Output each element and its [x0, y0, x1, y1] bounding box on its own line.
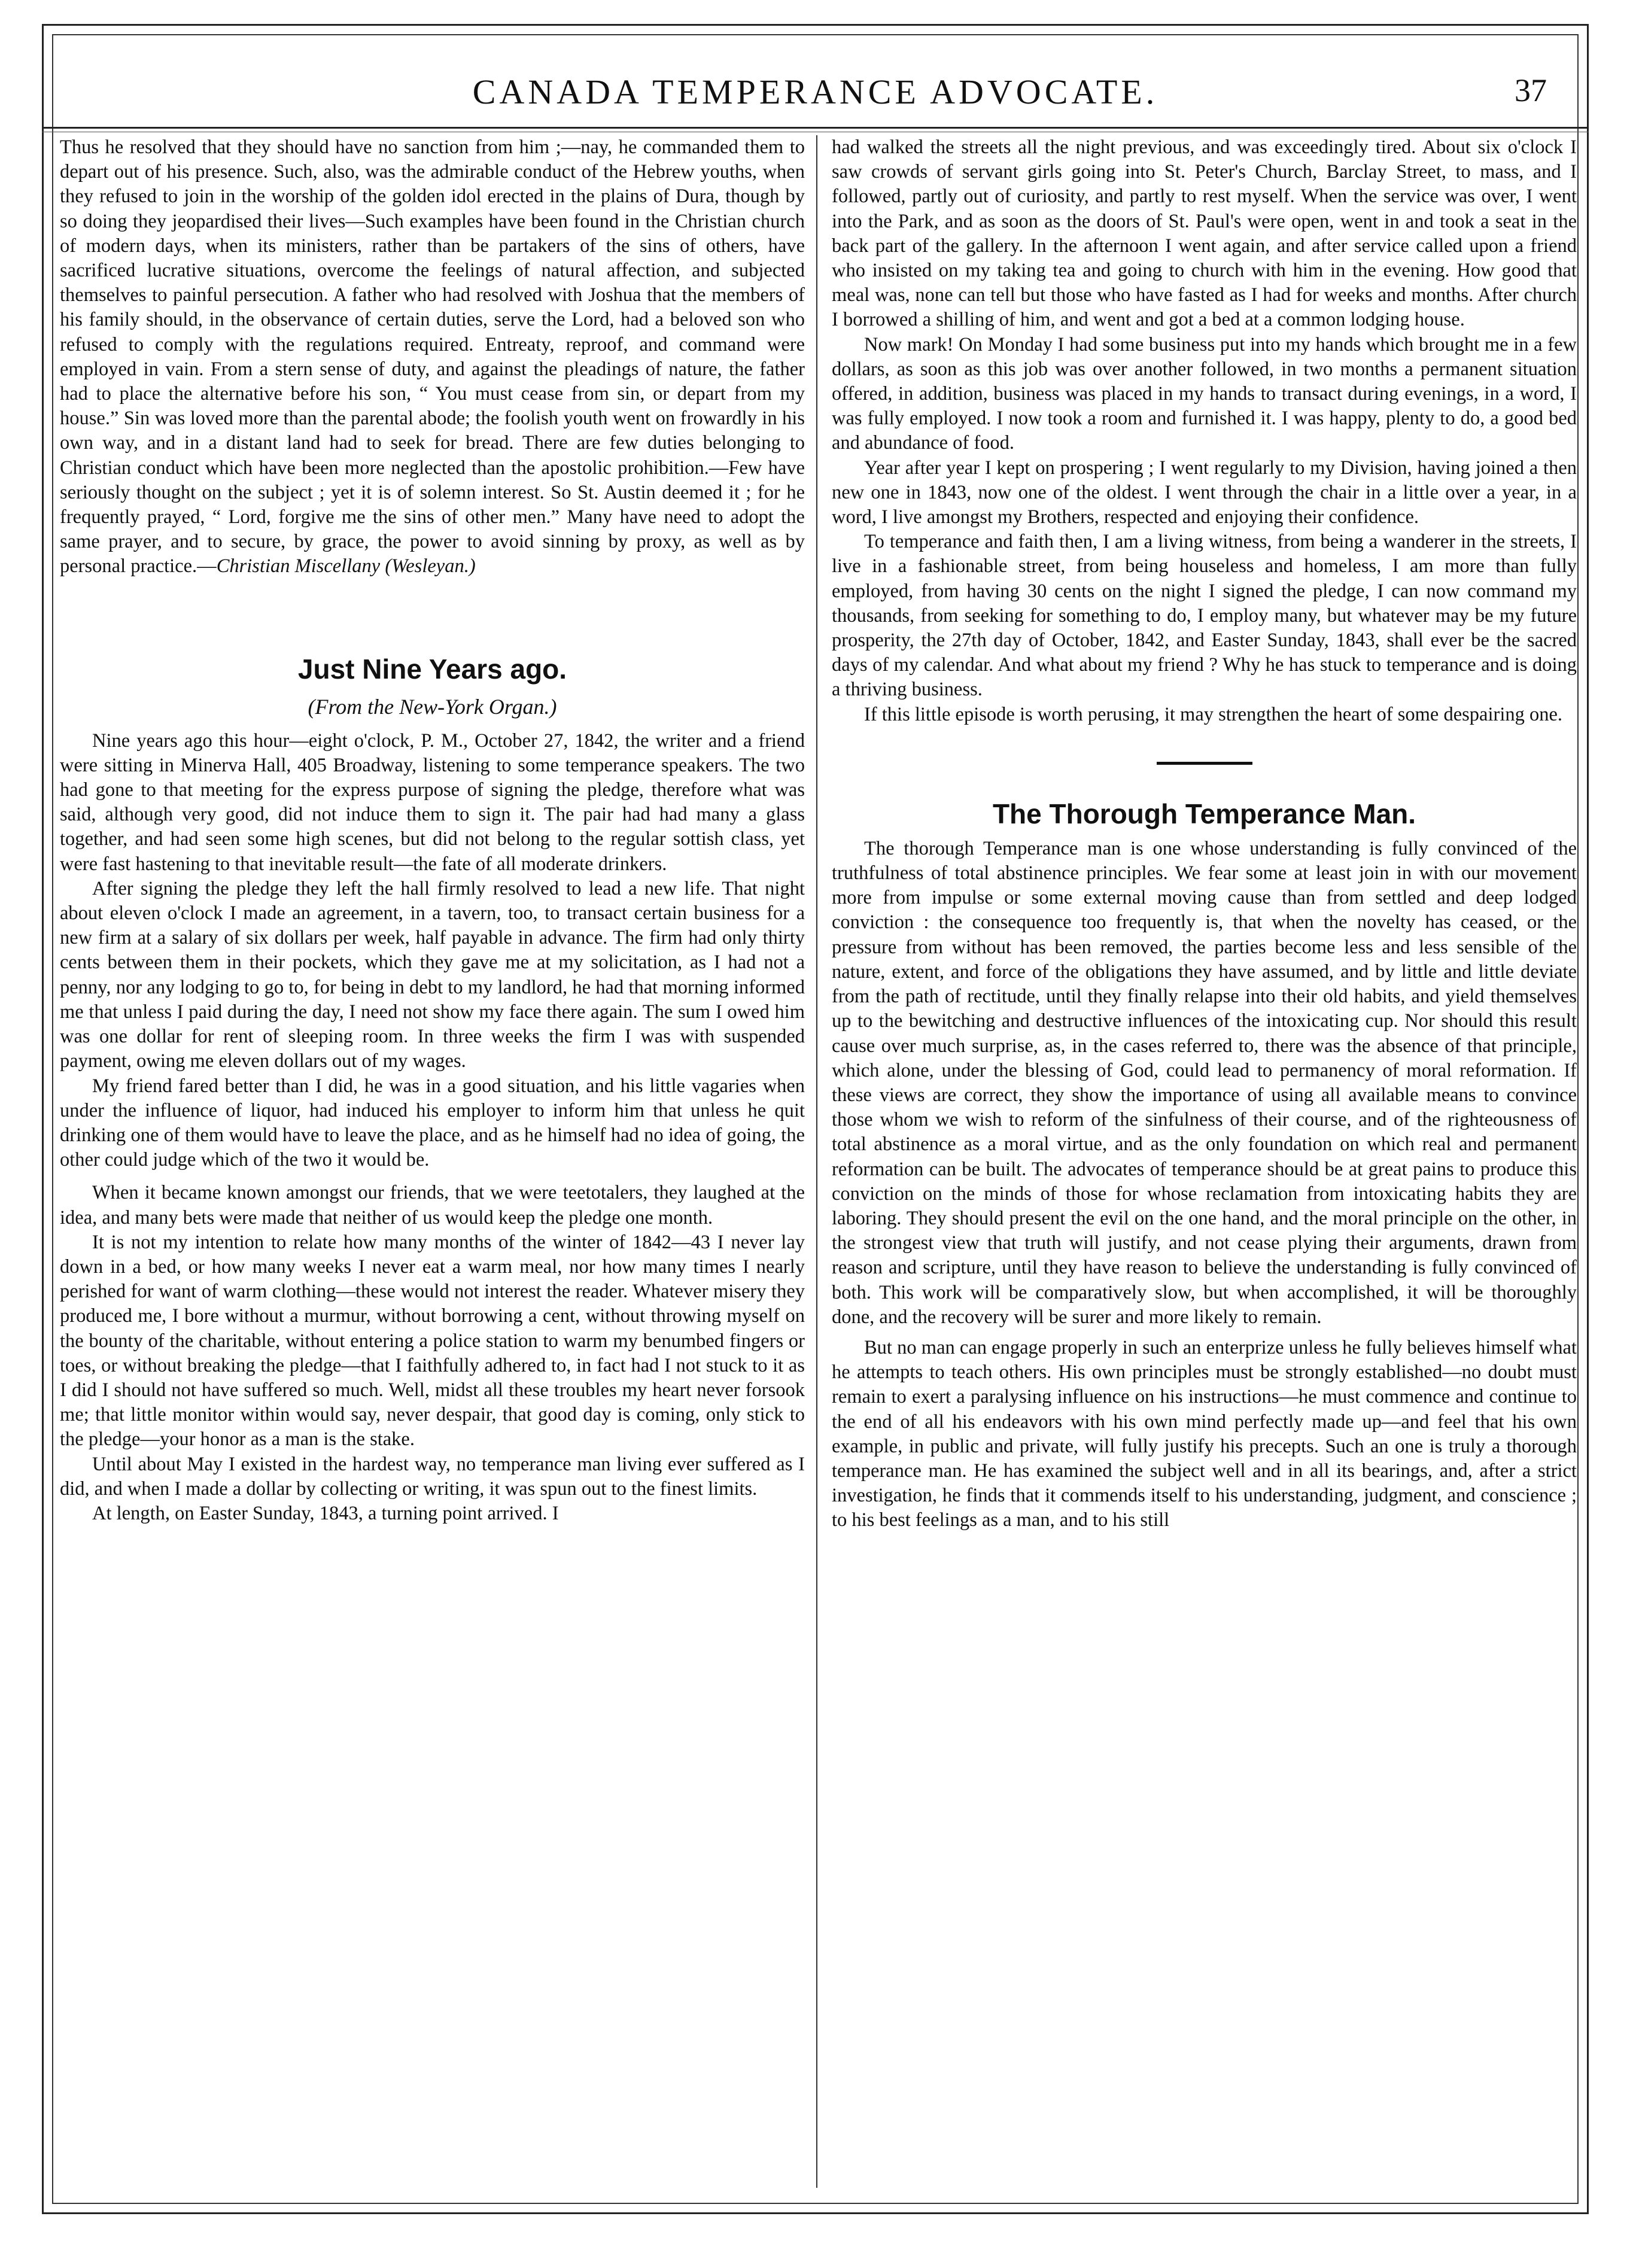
- right-column: [832, 135, 1577, 2188]
- article-paragraph: It is not my intention to relate how many months of the winter of 1842—43 I never lay down in a bed, or how many weeks I never eat a warm meal, nor how many times I nearly perished for want of warm clothing—these would not interest the reader. Whatever misery they produced me, I bore without a murmur, without borrowing a cent, without throwing myself on the bounty of the charitable, without entering a police station to warm my benumbed fingers or toes, or without breaking the pledge—that I faithfully adhered to, in fact had I not stuck to it as I did I should not have suffered so much. Well, midst all these troubles my heart never forsook me; that little monitor within would say, never despair, that good day is coming, only stick to the pledge—your honor as a man is the stake.: [60, 1231, 805, 1451]
- article-paragraph: Until about May I existed in the hardest way, no temperance man living ever suffered as I did, and when I made a dollar by collecting or writing, it was spun out to the finest limits.: [60, 1453, 805, 1500]
- article-paragraph: At length, on Easter Sunday, 1843, a turning point arrived. I: [92, 1502, 559, 1524]
- article-paragraph: Nine years ago this hour—eight o'clock, P. M., October 27, 1842, the writer and a friend were sitting in Minerva Hall, 405 Broadway, listening to some temperance speakers. The two had gone to that meeting for the express purpose of signing the pledge, therefore what was said, although very good, did not induce them to sign it. The pair had had many a glass together, and had seen some high scenes, but did not belong to the regular sottish class, yet were fast hastening to that inevitable result—the fate of all moderate drinkers.: [60, 729, 805, 875]
- article-paragraph: The thorough Temperance man is one whose understanding is fully convinced of the truthfulness of total abstinence principles. We fear some at least join in with our movement more from impulse or some external moving cause than from settled and deep lodged conviction : the consequence too frequently is, that when the novelty has ceased, or the pressure from without has been removed, the parties become less and less sensible of the nature, extent, and force of the obligations they have assumed, and by little and little deviate from the path of rectitude, until they finally relapse into their old habits, and yield themselves up to the bewitching and destructive influences of the intoxicating cup. Nor should this result cause over much surprise, as, in the cases referred to, there was the absence of that principle, which alone, under the blessing of God, could lead to permanency of moral reformation. If these views are correct, they show the importance of using all available means to convince those whom we wish to reform of the sinfulness of their course, and of the righteousness of total abstinence as a moral virtue, and as the only foundation on which real and permanent reformation can be built. The advocates of temperance should be at great pains to produce this conviction on the minds of those for whose reclamation from intoxicating habits they are laboring. They should present the evil on the one hand, and the moral principle on the other, in the strongest view that truth will justify, and not cease plying their arguments, drawn from reason and scripture, until they have reason to believe the understanding is fully convinced of both. This work will be comparatively slow, but when accomplished, it will be thoroughly done, and the recovery will be surer and more likely to remain.: [832, 837, 1577, 1328]
- intro-paragraph-text: Thus he resolved that they should have no sanction from him ;—nay, he commanded them to depart out of his presence. Such, also, was the admirable conduct of the Hebrew youths, when they refused to join in the worship of the golden idol erected in the plains of Dura, though by so doing they jeopardised their lives—Such examples have been found in the Christian church of modern days, when its ministers, rather than be partakers of the sins of others, have sacrificed lucrative situations, overcome the feelings of natural affection, and subjected themselves to painful persecution. A father who had resolved with Joshua that the members of his family should, in the observance of certain duties, serve the Lord, had a beloved son who refused to comply with the regulations required. Entreaty, reproof, and command were employed in vain. From a stern sense of duty, and against the pleadings of nature, the father had to place the alternative before his son, “ You must cease from sin, or depart from my house.” Sin was loved more than the parental abode; the foolish youth went on frowardly in his own way, and in a distant land had to seek for bread. There are few duties belonging to Christian conduct which have been more neglected than the apostolic prohibition.—Few have seriously thought on the subject ; yet it is of solemn interest. So St. Austin deemed it ; for he frequently prayed, “ Lord, forgive me the sins of other men.” Many have need to adopt the same prayer, and to secure, by grace, the power to avoid sinning by proxy, as well as by personal practice.—: [60, 136, 805, 577]
- article-title-thorough-temperance: The Thorough Temperance Man.: [992, 798, 1416, 829]
- article-paragraph: My friend fared better than I did, he was in a good situation, and his little vagaries when under the influence of liquor, had induced his employer to inform him that unless he quit drinking one of them would have to leave the place, and as he himself had no idea of going, the other could judge which of the two it would be.: [60, 1075, 805, 1171]
- article-paragraph: But no man can engage properly in such an enterprize unless he fully believes himself what he attempts to teach others. His own principles must be strongly established—no doubt must remain to exert a paralysing influence on his instructions—he must commence and continue to the end of all his endeavors with his own mind perfectly made up—and feel that his own example, in public and private, will fully justify his precepts. Such an one is truly a thorough temperance man. He has examined the subject well and in all its bearings, and, after a strict investigation, he finds that it commends itself to his understanding, judgment, and conscience ; to his best feelings as a man, and to his still: [832, 1336, 1577, 1531]
- header-rule: [42, 127, 1589, 129]
- article-paragraph: If this little episode is worth perusing, it may strengthen the heart of some despairing one.: [864, 703, 1563, 725]
- page-number: 37: [1515, 72, 1547, 108]
- article-paragraph: When it became known amongst our friends, that we were teetotalers, they laughed at the idea, and many bets were made that neither of us would keep the pledge one month.: [60, 1182, 805, 1229]
- intro-paragraph: [60, 135, 805, 579]
- article-title-nine-years: Just Nine Years ago.: [297, 653, 567, 685]
- continuation-paragraph: had walked the streets all the night previous, and was exceedingly tired. About six o'clock I saw crowds of servant girls going into St. Peter's Church, Barclay Street, to mass, and I followed, partly out of curiosity, and partly to rest myself. When the service was over, I went into the Park, and as soon as the doors of St. Paul's were open, went in and took a seat in the back part of the gallery. In the afternoon I went again, and after service called upon a friend who insisted on my taking tea and going to church with him in the evening. How good that meal was, none can tell but those who have fasted as I had for weeks and months. After church I borrowed a shilling of him, and went and got a bed at a common lodging house.: [832, 136, 1577, 331]
- publication-title: CANADA TEMPERANCE ADVOCATE.: [472, 72, 1158, 111]
- article-paragraph: Now mark! On Monday I had some business put into my hands which brought me in a few dollars, as soon as this job was over another followed, in two months a permanent situation offered, in addition, business was placed in my hands to transact during evenings, in a word, I was fully employed. I now took a room and furnished it. I was happy, plenty to do, a good bed and abundance of food.: [832, 333, 1577, 454]
- left-column: [60, 135, 805, 2188]
- article-source: (From the New-York Organ.): [308, 694, 557, 719]
- column-divider: [816, 135, 817, 2188]
- article-paragraph: Year after year I kept on prospering ; I went regularly to my Division, having joined a then new one in 1843, now one of the oldest. I went through the chair in a little over a year, in a word, I live amongst my Brothers, respected and enjoying their confidence.: [832, 457, 1577, 528]
- page-header: [42, 60, 1589, 132]
- intro-attribution: Christian Miscellany (Wesleyan.): [216, 555, 476, 577]
- article-paragraph: After signing the pledge they left the hall firmly resolved to lead a new life. That night about eleven o'clock I made an agreement, in a tavern, too, to transact certain business for a new firm at a salary of six dollars per week, half payable in advance. The firm had only thirty cents between them in their pockets, which they gave me at my solicitation, as I had not a penny, nor any lodging to go to, for being in debt to my landlord, he had that morning informed me that unless I paid during the day, I need not show my face there again. The sum I owed him was one dollar for rent of sleeping room. In three weeks the firm I was with suspended payment, owing me eleven dollars out of my wages.: [60, 877, 805, 1072]
- article-paragraph: To temperance and faith then, I am a living witness, from being a wanderer in the streets, I live in a fashionable street, from being houseless and homeless, I am more than fully employed, from having 30 cents on the night I signed the pledge, I can now command my thousands, from seeking for something to do, I employ many, but whatever may be my future prosperity, the 27th day of October, 1842, and Easter Sunday, 1843, shall ever be the sacred days of my calendar. And what about my friend ? Why he has stuck to temperance and is doing a thriving business.: [832, 531, 1577, 701]
